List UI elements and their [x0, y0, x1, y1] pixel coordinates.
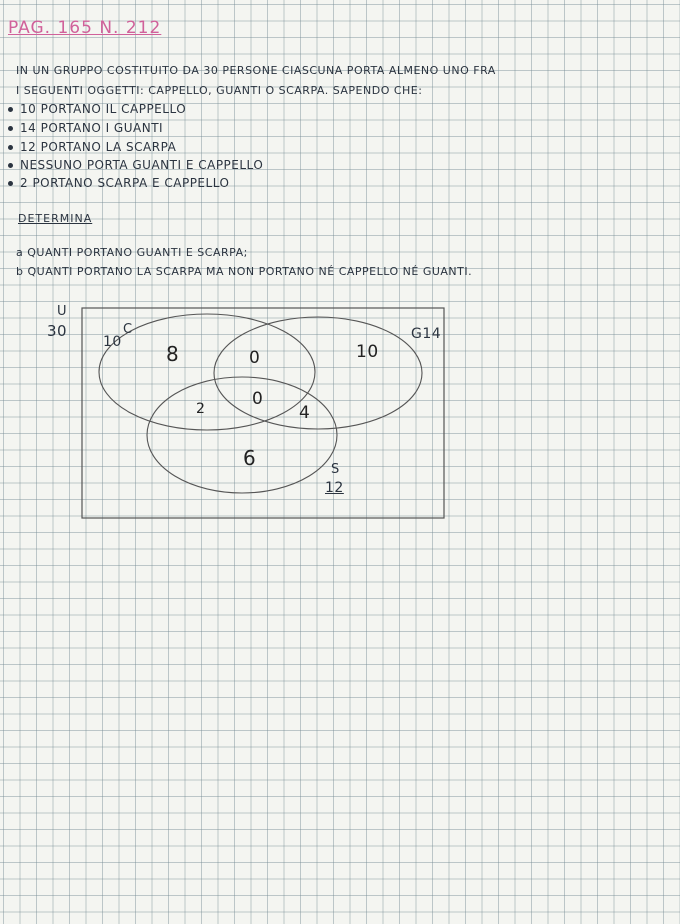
cappello-label: C: [123, 322, 133, 337]
region-all-three: 0: [252, 389, 264, 409]
condition-item: 14 PORTANO I GUANTI: [8, 121, 163, 135]
region-cappello-scarpa: 2: [196, 401, 206, 417]
scarpa-total: 12: [325, 480, 344, 496]
condition-item: 2 PORTANO SCARPA E CAPPELLO: [8, 176, 229, 190]
guanti-set-ellipse: [214, 317, 422, 429]
condition-item: 12 PORTANO LA SCARPA: [8, 140, 176, 154]
condition-item: 10 PORTANO IL CAPPELLO: [8, 102, 186, 116]
problem-line-1: IN UN GRUPPO COSTITUITO DA 30 PERSONE CIASCUNA PORTA ALMENO UNO FRA: [16, 64, 496, 77]
condition-item: NESSUNO PORTA GUANTI E CAPPELLO: [8, 158, 263, 172]
universe-label: U: [57, 304, 68, 319]
region-scarpa-only: 6: [243, 446, 257, 470]
question-a: a QUANTI PORTANO GUANTI E SCARPA;: [16, 246, 248, 259]
region-cappello-guanti: 0: [249, 348, 261, 368]
region-guanti-scarpa: 4: [299, 403, 311, 423]
region-guanti-only: 10: [356, 342, 379, 362]
page-reference-title: PAG. 165 N. 212: [8, 18, 162, 38]
cappello-total: 10: [103, 334, 122, 350]
universe-total: 30: [47, 322, 68, 340]
scarpa-set-ellipse: [147, 377, 337, 493]
guanti-label-total: G14: [411, 326, 442, 342]
problem-line-2: I SEGUENTI OGGETTI: CAPPELLO, GUANTI O SCARPA. SAPENDO CHE:: [16, 84, 423, 97]
scarpa-label: S: [331, 462, 340, 477]
question-b: b QUANTI PORTANO LA SCARPA MA NON PORTANO NÉ CAPPELLO NÉ GUANTI.: [16, 265, 473, 278]
region-cappello-only: 8: [166, 342, 180, 366]
determina-heading: DETERMINA: [18, 212, 93, 225]
